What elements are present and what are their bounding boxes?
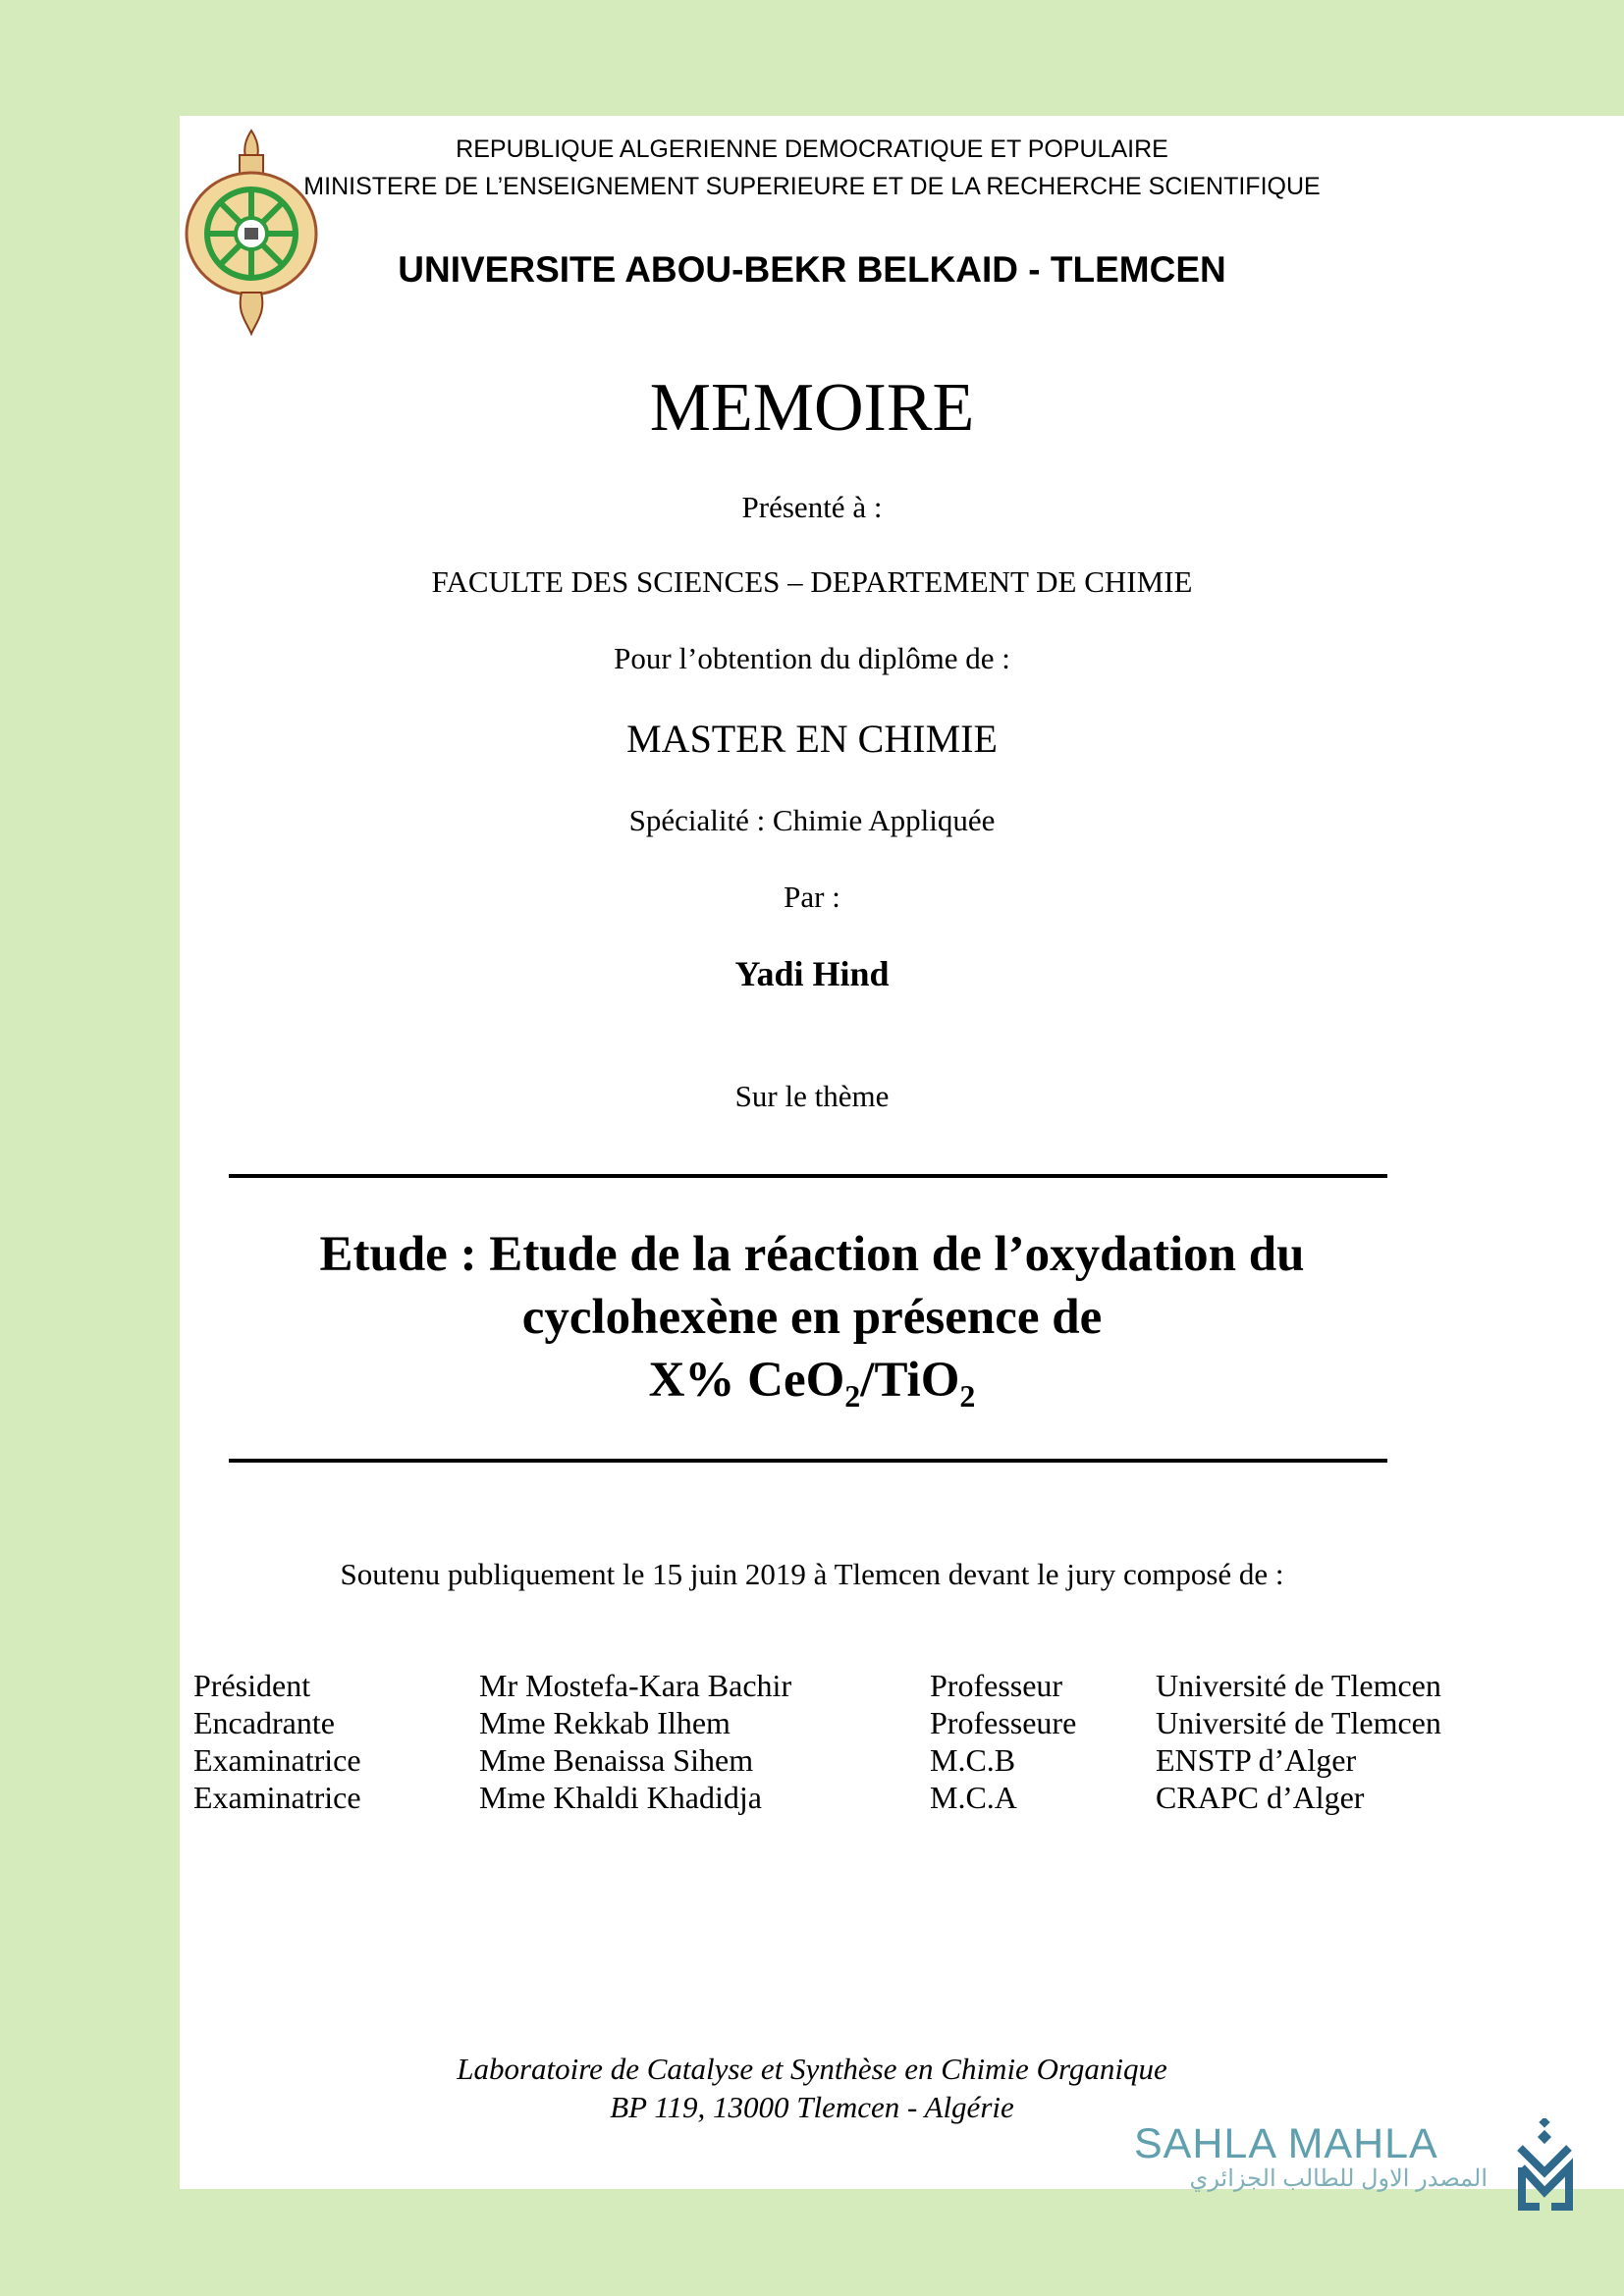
jury-row — [0, 1667, 1624, 1704]
jury-institution: CRAPC d’Alger — [1156, 1780, 1365, 1815]
formula-part: /TiO — [860, 1353, 960, 1408]
formula-part: X% CeO — [648, 1353, 845, 1408]
thesis-title-line2: cyclohexène en présence de — [521, 1290, 1103, 1345]
jury-institution: Université de Tlemcen — [1156, 1705, 1441, 1740]
university-name: UNIVERSITE ABOU-BEKR BELKAID - TLEMCEN — [398, 249, 1226, 290]
jury-name: Mme Rekkab Ilhem — [479, 1705, 731, 1740]
document-type: MEMOIRE — [649, 370, 975, 446]
jury-institution: ENSTP d’Alger — [1156, 1742, 1357, 1778]
ministry-heading: MINISTERE DE L’ENSEIGNEMENT SUPERIEURE ET DE LA RECHERCHE SCIENTIFIQUE — [303, 173, 1321, 200]
lab-name: Laboratoire de Catalyse et Synthèse en Chimie Organique — [457, 2052, 1167, 2086]
obtain-label: Pour l’obtention du diplôme de : — [614, 641, 1010, 675]
divider-bottom — [229, 1459, 1387, 1463]
defense-statement: Soutenu publiquement le 15 juin 2019 à Tlemcen devant le jury composé de : — [340, 1557, 1284, 1591]
sahla-mahla-watermark — [1134, 2120, 1488, 2193]
jury-name: Mme Benaissa Sihem — [479, 1742, 754, 1778]
by-label: Par : — [784, 880, 840, 914]
jury-table — [0, 1667, 1624, 1816]
jury-grade: M.C.A — [930, 1780, 1017, 1815]
jury-grade: Professeure — [930, 1705, 1077, 1740]
watermark-brand: SAHLA MAHLA — [1134, 2120, 1438, 2167]
speciality: Spécialité : Chimie Appliquée — [628, 803, 996, 837]
jury-role: Président — [193, 1668, 311, 1703]
republic-heading: REPUBLIQUE ALGERIENNE DEMOCRATIQUE ET POPULAIRE — [456, 135, 1168, 163]
jury-row — [0, 1741, 1624, 1779]
lab-address: BP 119, 13000 Tlemcen - Algérie — [610, 2090, 1014, 2124]
watermark-emblem-icon — [1512, 2118, 1581, 2216]
watermark-tagline: المصدر الاول للطالب الجزائري — [1189, 2165, 1488, 2192]
theme-label: Sur le thème — [734, 1079, 890, 1113]
jury-role: Examinatrice — [193, 1742, 361, 1778]
jury-grade: Professeur — [930, 1668, 1063, 1703]
author-name: Yadi Hind — [734, 954, 890, 993]
thesis-title-line1: Etude : Etude de la réaction de l’oxydation du — [319, 1227, 1305, 1282]
jury-role: Examinatrice — [193, 1780, 361, 1815]
jury-institution: Université de Tlemcen — [1156, 1668, 1441, 1703]
faculty: FACULTE DES SCIENCES – DEPARTEMENT DE CHIMIE — [431, 564, 1193, 599]
jury-row — [0, 1704, 1624, 1741]
jury-row — [0, 1779, 1624, 1816]
thesis-title-line3 — [0, 1352, 1624, 1415]
jury-role: Encadrante — [193, 1705, 335, 1740]
presented-label: Présenté à : — [741, 490, 883, 524]
subscript: 2 — [844, 1378, 861, 1415]
jury-name: Mme Khaldi Khadidja — [479, 1780, 762, 1815]
subscript: 2 — [959, 1378, 976, 1415]
divider-top — [229, 1174, 1387, 1178]
jury-name: Mr Mostefa-Kara Bachir — [479, 1668, 792, 1703]
degree: MASTER EN CHIMIE — [626, 717, 998, 761]
jury-grade: M.C.B — [930, 1742, 1016, 1778]
